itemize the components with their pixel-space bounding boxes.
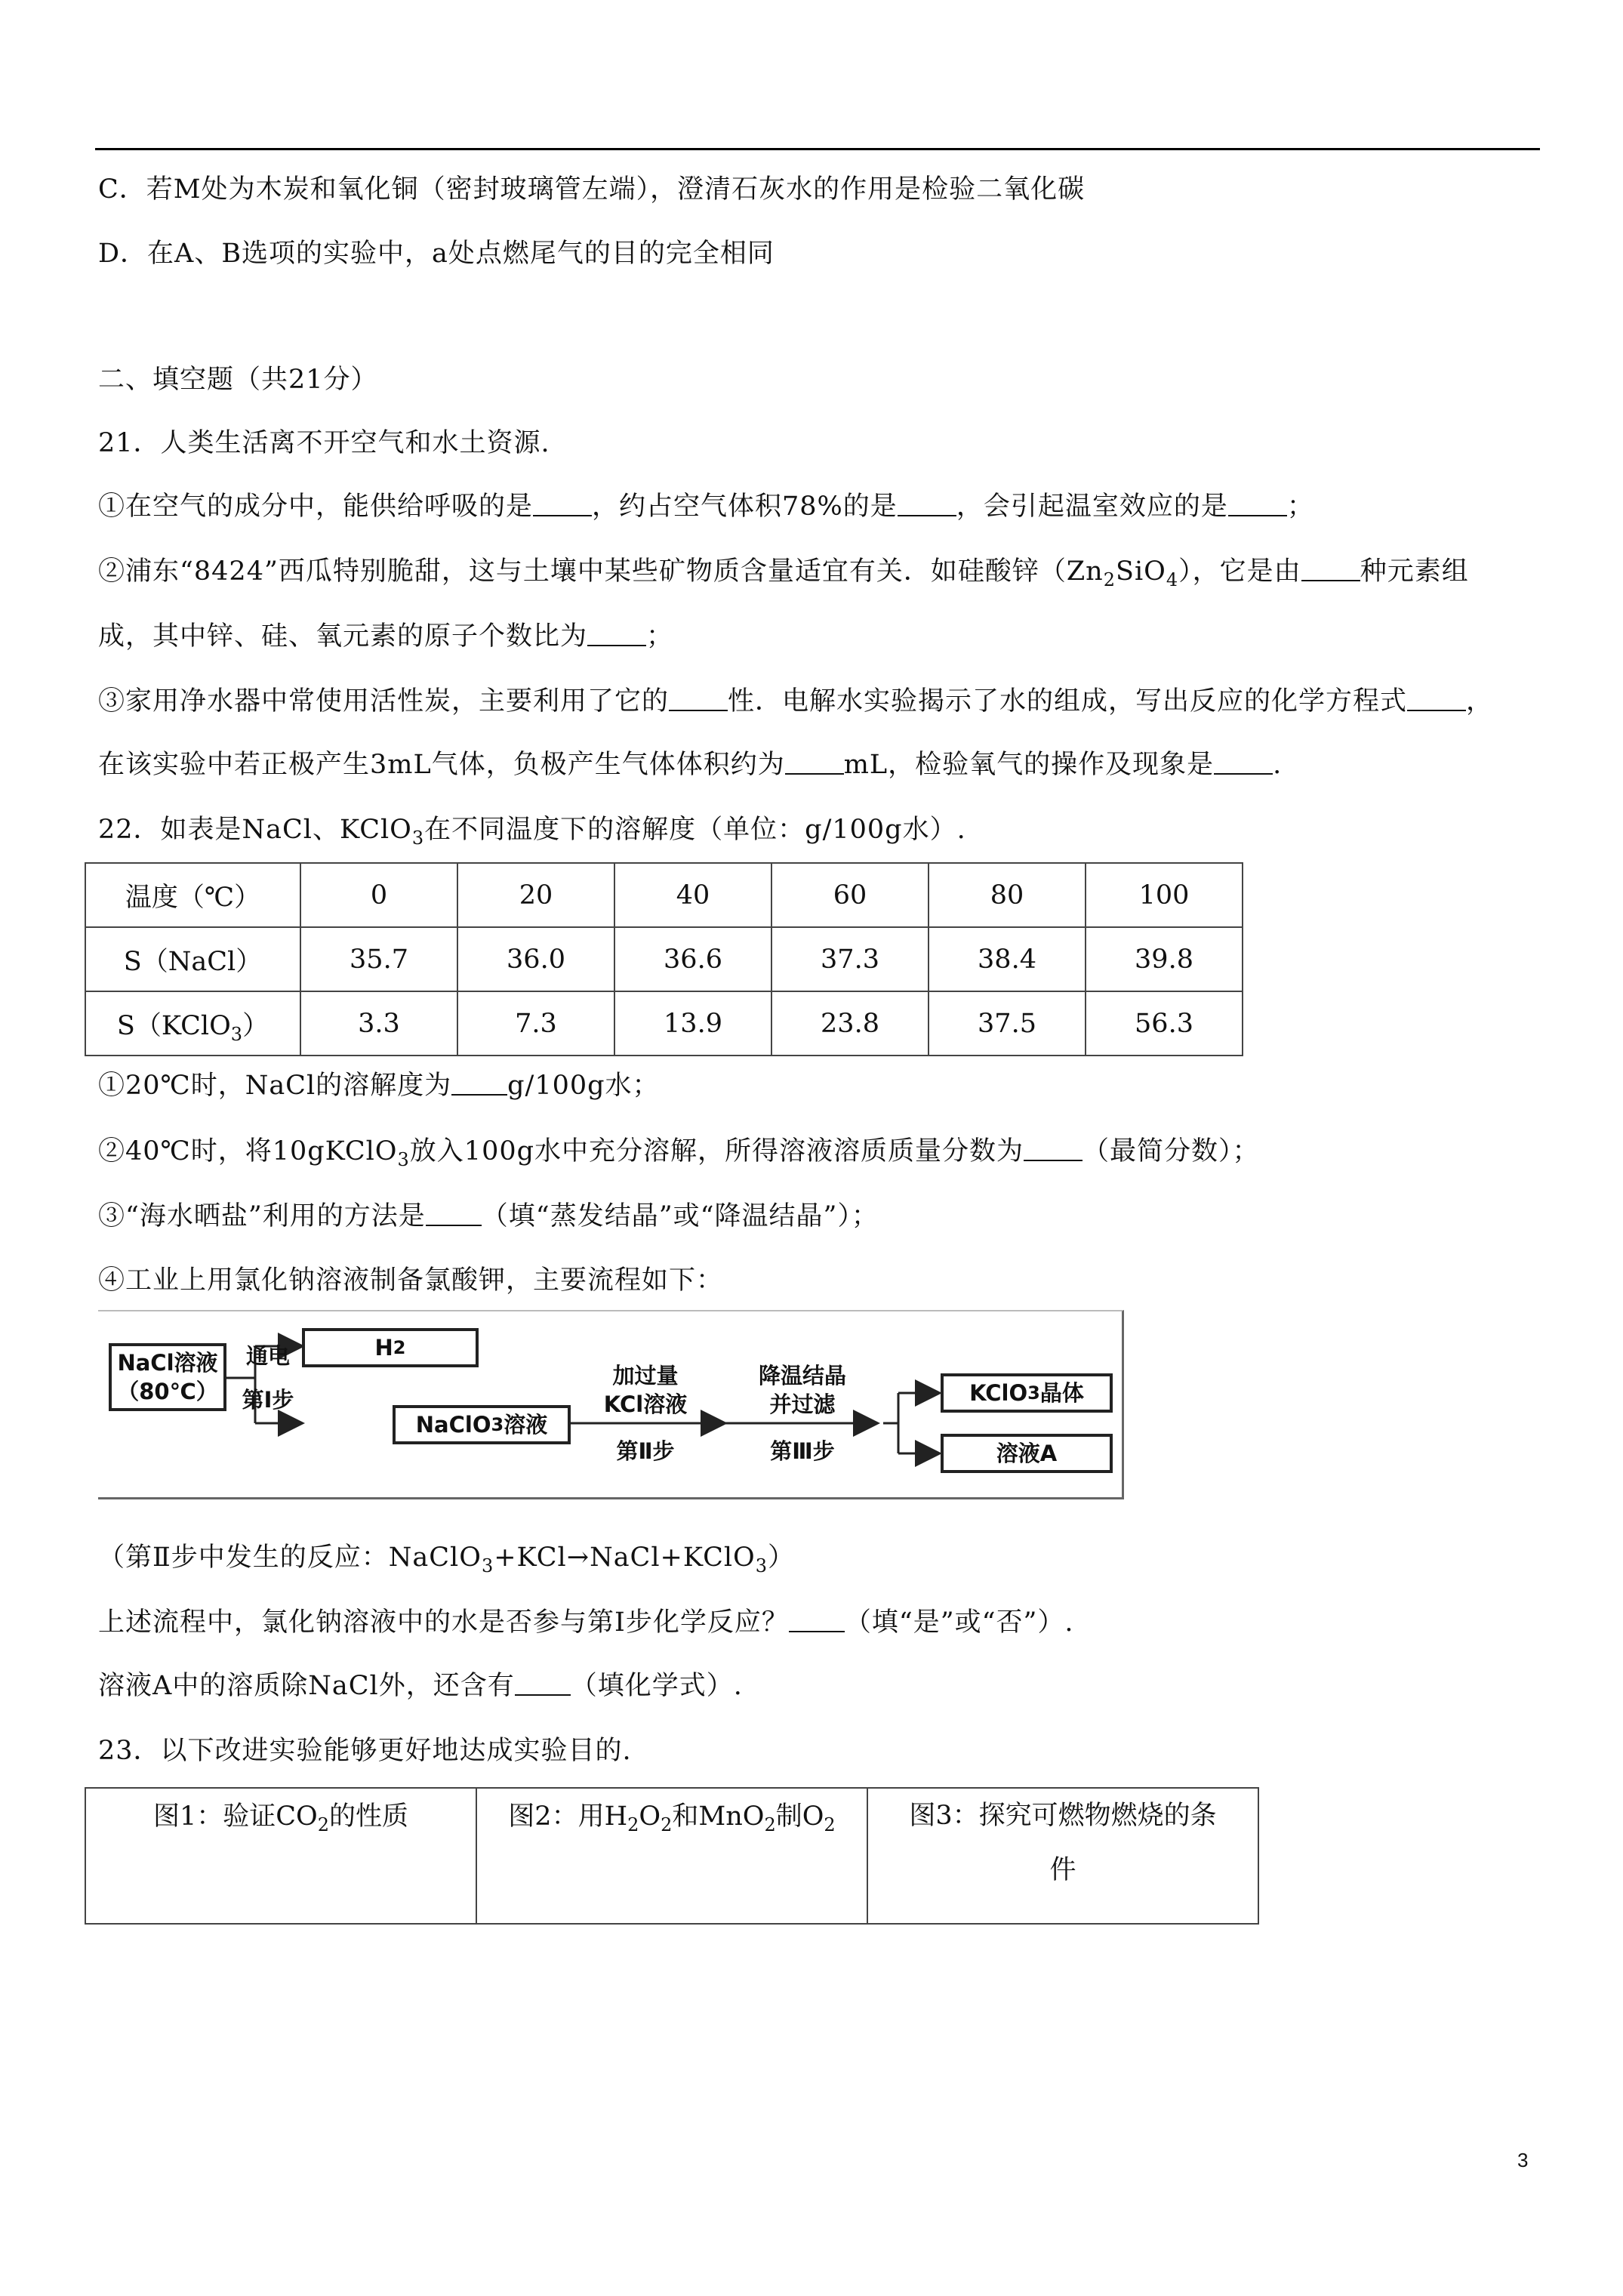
step2-label-bottom: 第Ⅱ步 — [616, 1438, 675, 1464]
answer-blank[interactable] — [533, 492, 592, 516]
figure-2-cell: 图2：用$H_2O_2$和MnO$_2$制$O_2$ — [476, 1788, 867, 1924]
table-row — [85, 927, 1243, 991]
table-cell: 3.3 — [300, 991, 457, 1056]
table-cell: 56.3 — [1086, 991, 1243, 1056]
row-header: 温度（℃） — [85, 863, 300, 927]
solution-a-box: 溶液A — [941, 1434, 1113, 1473]
table-cell: 37.5 — [929, 991, 1086, 1056]
section-title: 二、填空题（共21分） — [98, 365, 378, 395]
q21-part2: ②浦东“8424”西瓜特别脆甜，这与土壤中某些矿物质含量适宜有关．如硅酸锌$(Zn_2SiO_4)$，它是由 种元素组 — [98, 556, 1469, 590]
q23-stem: 23．以下改进实验能够更好地达成实验目的. — [98, 1736, 632, 1766]
answer-blank[interactable] — [1407, 687, 1466, 711]
q22-reaction-note: （第Ⅱ步中发生的反应：NaClO$_3$+KCl→NaCl+KClO$_3$） — [98, 1542, 796, 1576]
step1-label-bottom: 第Ⅰ步 — [242, 1387, 294, 1413]
table-cell: 38.4 — [929, 927, 1086, 991]
table-cell: 35.7 — [300, 927, 457, 991]
option-c: C．若M处为木炭和氧化铜（密封玻璃管左端），澄清石灰水的作用是检验二氧化碳 — [98, 174, 1086, 205]
row-header: S（KClO$_3$） — [85, 991, 300, 1056]
nacl-solution-box: NaCl溶液 （80℃） — [109, 1343, 226, 1411]
q21-part3: ③家用净水器中常使用活性炭，主要利用了它的 性．电解水实验揭示了水的组成，写出反应的化学方程式 ， — [98, 686, 1494, 717]
kclo3-crystal-box: KClO 3 晶体 — [941, 1373, 1113, 1413]
step3-label-top: 降温结晶 并过滤 — [758, 1363, 846, 1417]
table-cell: 60 — [771, 863, 929, 927]
table-cell: 39.8 — [1086, 927, 1243, 991]
h2-box: H 2 — [302, 1328, 479, 1367]
answer-blank[interactable] — [451, 1071, 507, 1096]
table-cell: 36.6 — [614, 927, 771, 991]
table-row — [85, 863, 1243, 927]
step1-label-top: 通电 — [245, 1343, 290, 1369]
answer-blank[interactable] — [426, 1202, 482, 1226]
solubility-table — [85, 862, 1243, 1056]
q22-stem: 22．如表是NaCl、KClO$_3$在不同温度下的溶解度（单位：g/100g水）. — [98, 815, 966, 849]
table-row — [85, 1788, 1258, 1924]
header-rule — [95, 148, 1540, 150]
q21-part1: ①在空气的成分中，能供给呼吸的是 ，约占空气体积78%的是 ，会引起温室效应的是 ； — [98, 492, 1314, 522]
answer-blank[interactable] — [1301, 557, 1360, 581]
q22-part2: ②40℃时，将10gKClO$_3$放入100g水中充分溶解，所得溶液溶质质量分数为 （最简分数）； — [98, 1136, 1260, 1170]
table-cell: 36.0 — [457, 927, 614, 991]
process-flow-diagram — [98, 1310, 1125, 1499]
naclo3-box: NaClO 3 溶液 — [393, 1405, 571, 1444]
q21-part2-cont: 成，其中锌、硅、氧元素的原子个数比为 ； — [98, 621, 674, 652]
step2-label-top: 加过量 KCl溶液 — [603, 1363, 688, 1417]
table-row — [85, 991, 1243, 1056]
table-cell: 100 — [1086, 863, 1243, 927]
q22-part4: ④工业上用氯化钠溶液制备氯酸钾，主要流程如下： — [98, 1265, 724, 1296]
answer-blank[interactable] — [1214, 750, 1273, 775]
answer-blank[interactable] — [1024, 1137, 1083, 1161]
answer-blank[interactable] — [789, 1608, 845, 1632]
step3-label-bottom: 第Ⅲ步 — [770, 1438, 835, 1464]
q22-part1: ①20℃时，NaCl的溶解度为 g/100g水； — [98, 1071, 660, 1101]
table-cell: 40 — [614, 863, 771, 927]
option-d: D．在A、B选项的实验中，a处点燃尾气的目的完全相同 — [98, 239, 775, 269]
figure-1-cell: 图1：验证$CO_2$的性质 — [85, 1788, 476, 1924]
answer-blank[interactable] — [587, 622, 646, 646]
q21-stem: 21．人类生活离不开空气和水土资源. — [98, 428, 550, 458]
table-cell: 23.8 — [771, 991, 929, 1056]
table-cell: 20 — [457, 863, 614, 927]
table-cell: 80 — [929, 863, 1086, 927]
q21-part3-cont: 在该实验中若正极产生3mL气体，负极产生气体体积约为 mL，检验氧气的操作及现象是 . — [98, 750, 1283, 780]
table-cell: 37.3 — [771, 927, 929, 991]
table-cell: 7.3 — [457, 991, 614, 1056]
table-cell: 0 — [300, 863, 457, 927]
answer-blank[interactable] — [669, 687, 728, 711]
q22-solute-question: 溶液A中的溶质除NaCl外，还含有 （填化学式）. — [98, 1671, 743, 1701]
answer-blank[interactable] — [898, 492, 956, 516]
answer-blank[interactable] — [515, 1672, 571, 1696]
q22-water-question: 上述流程中，氯化钠溶液中的水是否参与第Ⅰ步化学反应？ （填“是”或“否”）. — [98, 1607, 1074, 1638]
answer-blank[interactable] — [785, 750, 844, 775]
page-number: 3 — [1517, 2149, 1529, 2171]
row-header: S（NaCl） — [85, 927, 300, 991]
experiment-table — [85, 1787, 1259, 1925]
table-cell: 13.9 — [614, 991, 771, 1056]
q22-part3: ③“海水晒盐”利用的方法是 （填“蒸发结晶”或“降温结晶”）； — [98, 1201, 879, 1231]
answer-blank[interactable] — [1228, 492, 1287, 516]
figure-3-cell: 图3：探究可燃物燃烧的条 件 — [867, 1788, 1258, 1924]
